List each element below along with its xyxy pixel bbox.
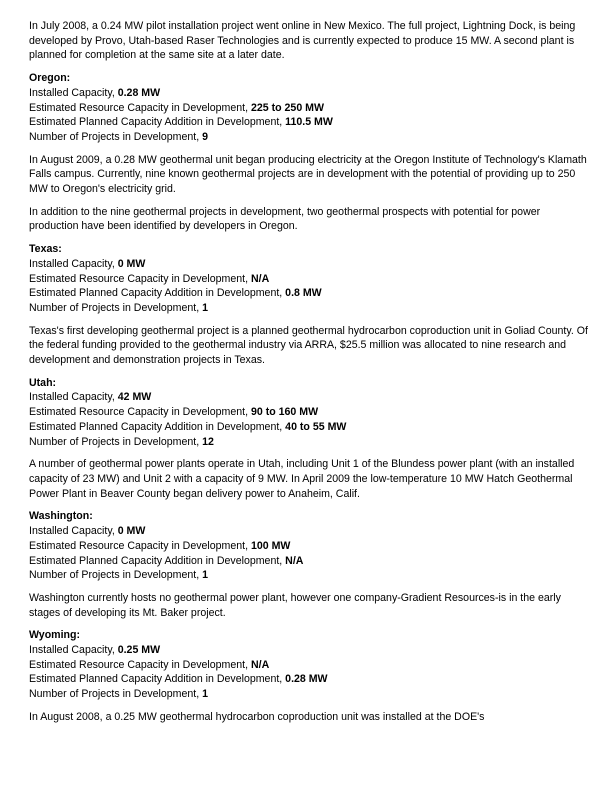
stat-value: 110.5 MW (285, 116, 333, 129)
stat-label: Estimated Resource Capacity in Development, (29, 101, 251, 114)
stat-value: 1 (202, 569, 209, 582)
resource-capacity-line (29, 101, 589, 116)
stat-label: Installed Capacity, (29, 257, 118, 270)
stat-value: N/A (250, 272, 270, 285)
body-paragraph: In addition to the nine geothermal projects in development, two geothermal prospects with potential for power production have been identified by developers in Oregon. (29, 205, 541, 233)
state-heading: Oregon: (29, 72, 71, 85)
stat-value: 0.28 MW (285, 673, 328, 686)
resource-capacity-line (29, 539, 589, 554)
state-section-texas (29, 242, 589, 368)
planned-capacity-line (29, 286, 589, 301)
stat-value: 1 (202, 301, 209, 314)
stat-label: Number of Projects in Development, (29, 569, 203, 582)
resource-capacity-line (29, 658, 589, 673)
state-heading: Texas: (29, 243, 62, 256)
intro-paragraph: In July 2008, a 0.24 MW pilot installation project went online in New Mexico. The full project, Lightning Dock, is being developed by Provo, Utah-based Raser Technologies and is currently expected to produce 15 MW. A second plant is planned for completion at the same site at a later date. (29, 20, 576, 62)
stat-label: Estimated Resource Capacity in Development, (29, 272, 251, 285)
stat-label: Installed Capacity, (29, 525, 118, 538)
stat-value: 42 MW (117, 391, 152, 404)
installed-capacity-line (29, 257, 589, 272)
planned-capacity-line (29, 554, 589, 569)
projects-count-line (29, 568, 589, 583)
projects-count-line (29, 301, 589, 316)
stat-label: Installed Capacity, (29, 644, 118, 657)
resource-capacity-line (29, 405, 589, 420)
planned-capacity-line (29, 420, 589, 435)
stat-value: N/A (285, 554, 304, 567)
body-paragraph: Washington currently hosts no geothermal power plant, however one company-Gradient Resources-is in the early stages of developing its Mt. Baker project. (29, 591, 561, 619)
stat-label: Estimated Resource Capacity in Development, (29, 539, 251, 552)
installed-capacity-line (29, 86, 589, 101)
state-section-wyoming (29, 628, 589, 724)
stat-label: Estimated Planned Capacity Addition in Development, (29, 420, 286, 433)
stat-value: 225 to 250 MW (250, 101, 324, 114)
stat-value: 0.28 MW (117, 86, 161, 99)
stat-label: Estimated Planned Capacity Addition in Development, (29, 287, 286, 300)
projects-count-line (29, 130, 589, 145)
installed-capacity-line (29, 390, 589, 405)
body-paragraph: Texas's first developing geothermal project is a planned geothermal hydrocarbon coproduction unit in Goliad County. Of the federal funding provided to the geothermal industry via ARRA, $25.5 million was allocated to nine research and development and demonstration projects in Texas. (29, 324, 588, 367)
projects-count-line (29, 687, 589, 702)
stat-label: Number of Projects in Development, (29, 130, 203, 143)
stat-label: Estimated Planned Capacity Addition in Development, (29, 554, 286, 567)
stat-value: 1 (202, 688, 209, 701)
stat-value: 40 to 55 MW (285, 420, 347, 433)
stat-value: 0.25 MW (117, 644, 161, 657)
projects-count-line (29, 435, 589, 450)
stat-value: 100 MW (250, 539, 291, 552)
planned-capacity-line (29, 672, 589, 687)
stat-label: Estimated Resource Capacity in Development, (29, 658, 251, 671)
state-heading: Washington: (29, 510, 93, 523)
stat-value: N/A (250, 658, 270, 671)
stat-value: 0.8 MW (285, 287, 322, 300)
stat-label: Estimated Planned Capacity Addition in Development, (29, 116, 286, 129)
stat-value: 0 MW (117, 257, 146, 270)
stat-label: Number of Projects in Development, (29, 688, 203, 701)
state-heading: Utah: (29, 376, 57, 389)
state-section-utah (29, 376, 589, 502)
stat-value: 9 (202, 130, 209, 143)
stat-label: Number of Projects in Development, (29, 301, 203, 314)
stat-value: 12 (202, 435, 214, 448)
stat-value: 0 MW (117, 525, 146, 538)
body-paragraph: In August 2009, a 0.28 MW geothermal unit began producing electricity at the Oregon Institute of Technology's Klamath Falls campus. Currently, nine known geothermal projects are in development with the potential of providing up to 250 MW to Oregon's electricity grid. (29, 153, 587, 196)
state-section-oregon (29, 71, 589, 234)
stat-label: Number of Projects in Development, (29, 435, 203, 448)
document-page (29, 19, 589, 725)
state-section-washington (29, 509, 589, 620)
resource-capacity-line (29, 272, 589, 287)
stat-label: Estimated Planned Capacity Addition in Development, (29, 673, 286, 686)
stat-label: Installed Capacity, (29, 391, 118, 404)
state-heading: Wyoming: (29, 629, 81, 642)
stat-value: 90 to 160 MW (250, 406, 319, 419)
installed-capacity-line (29, 524, 589, 539)
body-paragraph: In August 2008, a 0.25 MW geothermal hydrocarbon coproduction unit was installed at the DOE's (29, 710, 485, 723)
stat-label: Estimated Resource Capacity in Development, (29, 406, 251, 419)
stat-label: Installed Capacity, (29, 86, 118, 99)
body-paragraph: A number of geothermal power plants operate in Utah, including Unit 1 of the Blundess power plant (with an installed capacity of 23 MW) and Unit 2 with a capacity of 9 MW. In April 2009 the low-temperature 10 MW Hatch Geothermal Power Plant in Beaver County began delivery power to Anaheim, Calif. (29, 458, 575, 500)
installed-capacity-line (29, 643, 589, 658)
planned-capacity-line (29, 115, 589, 130)
